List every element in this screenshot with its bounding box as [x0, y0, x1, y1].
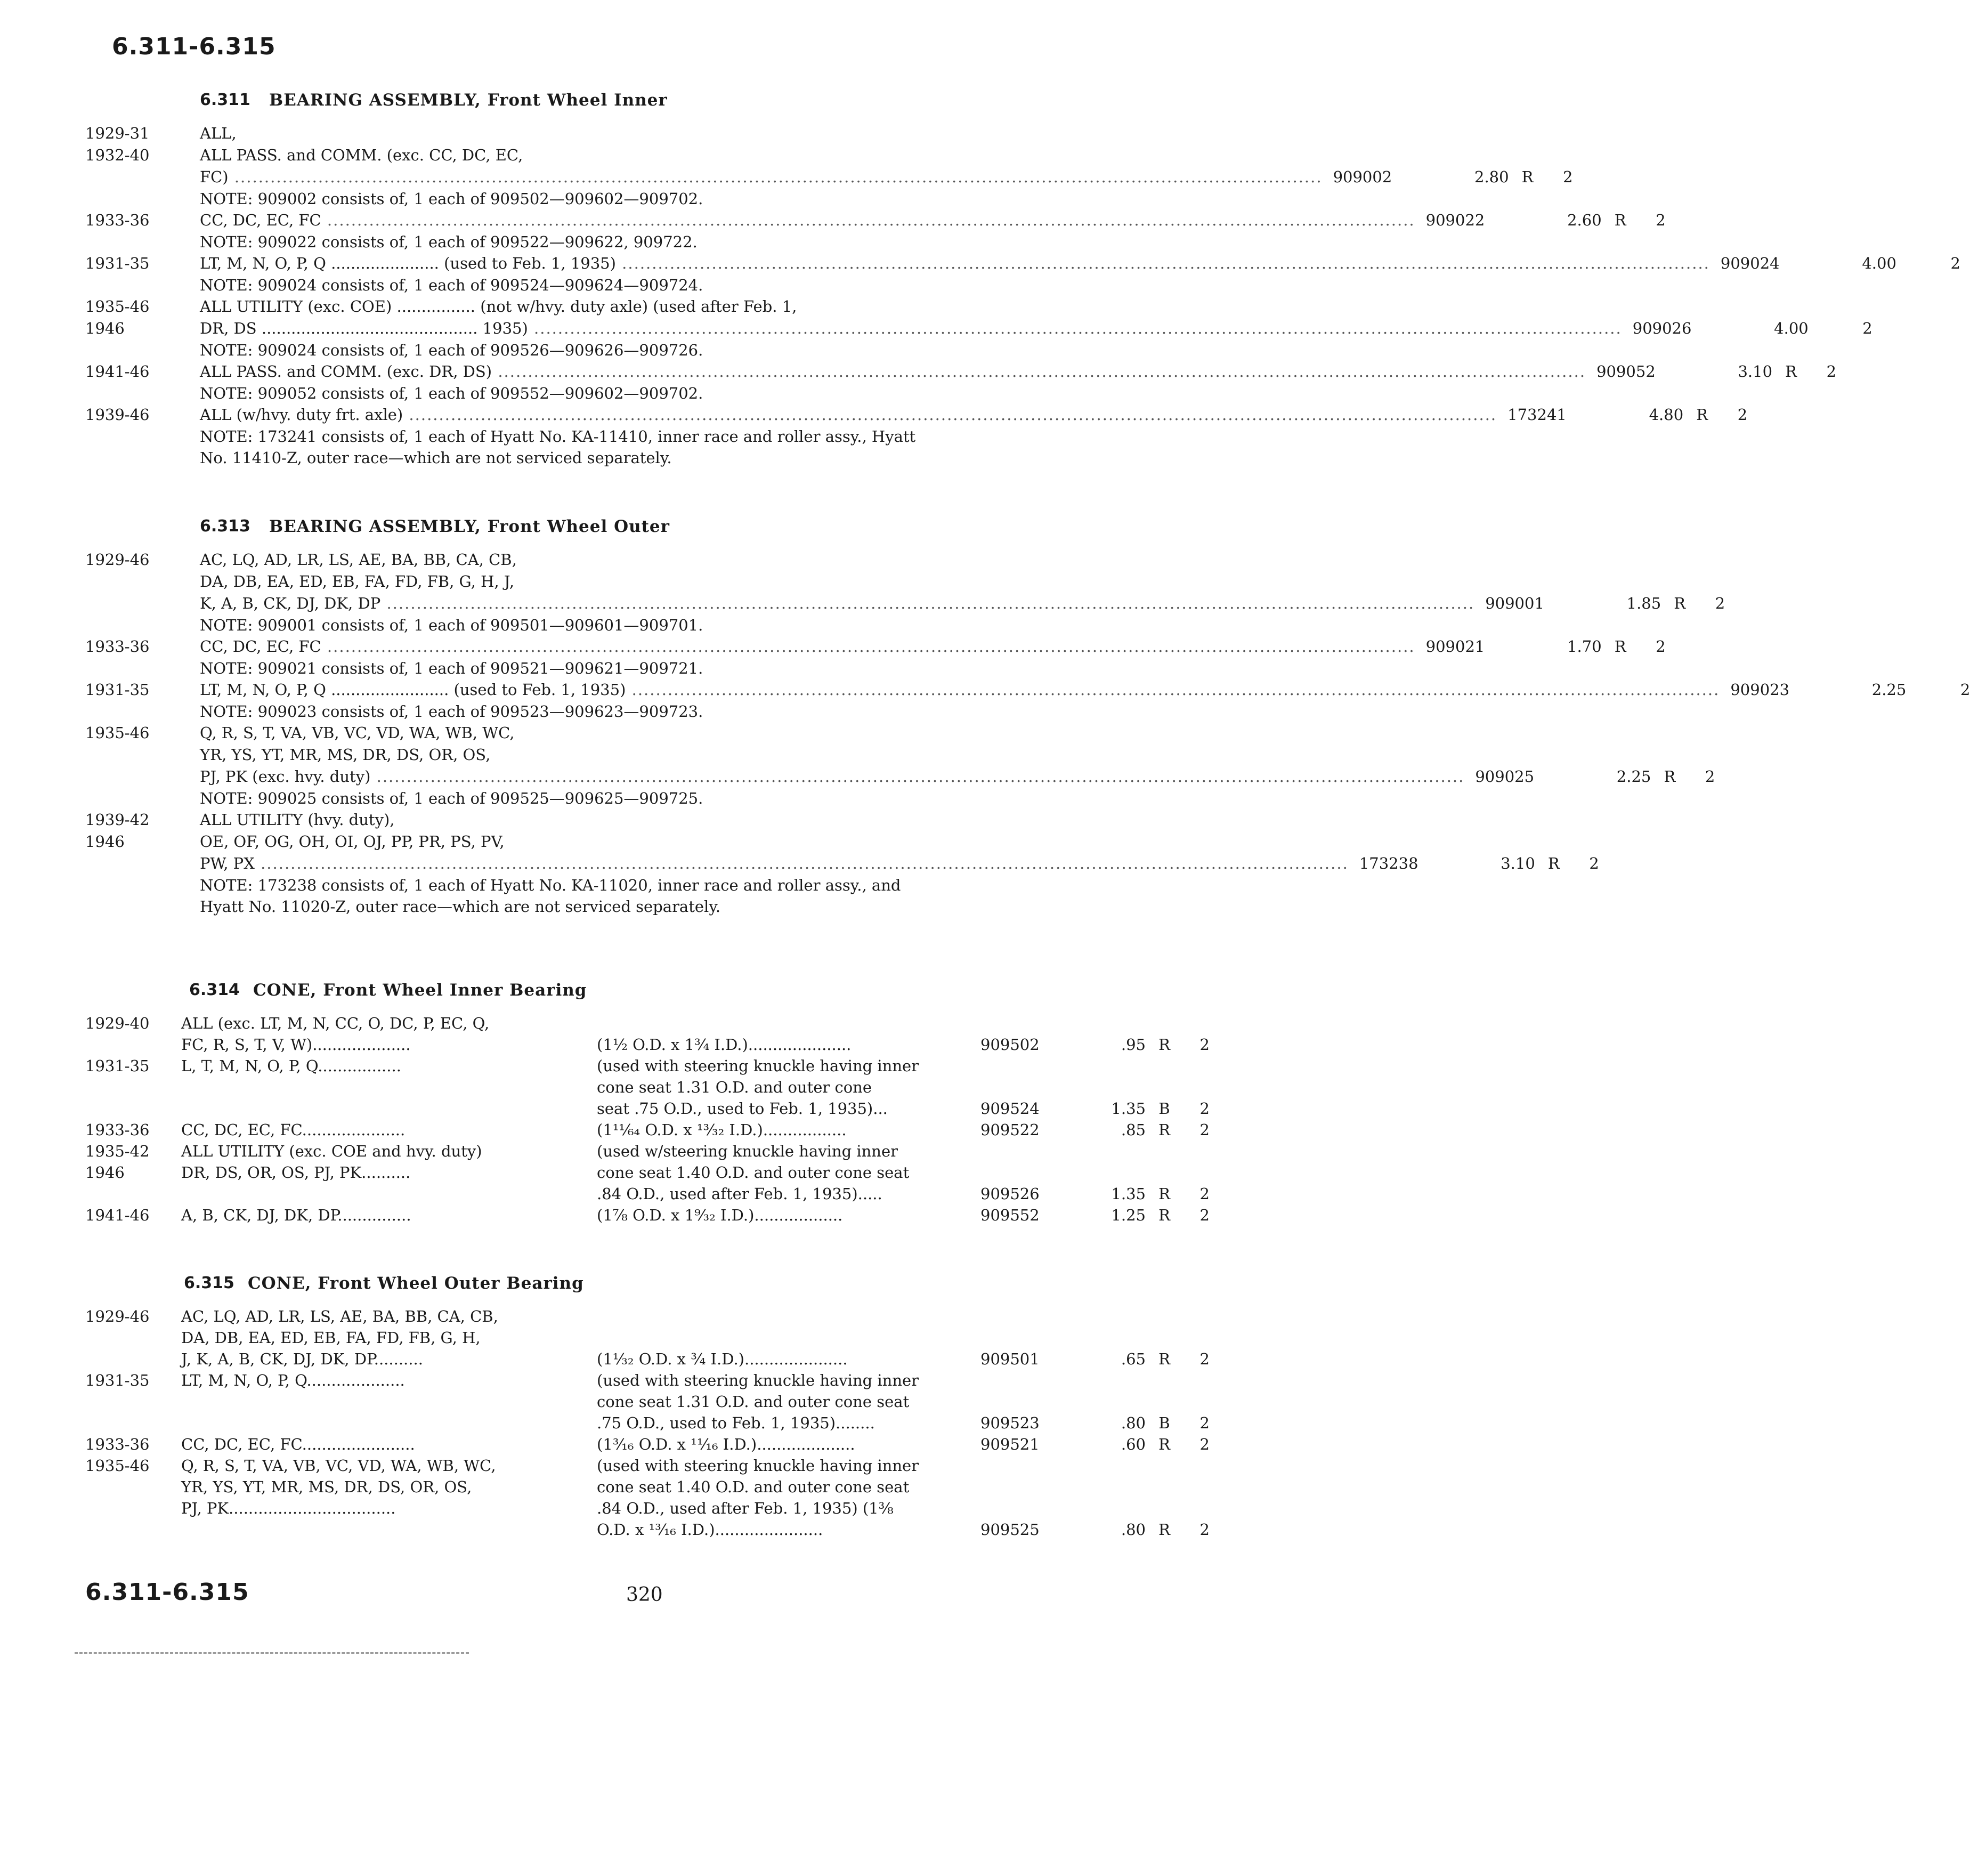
list-price: 1.35 [1111, 1185, 1146, 1203]
size-description: (1⅞ O.D. x 1⁹⁄₃₂ I.D.).................. [597, 1206, 843, 1224]
quantity: 2 [1705, 767, 1715, 786]
application-text: AC, LQ, AD, LR, LS, AE, BA, BB, CA, CB, DA, DB, EA, ED, EB, FA, FD, FB, G, H, J, [200, 551, 517, 591]
quantity: 2 [1950, 254, 1960, 272]
quantity: 2 [1826, 362, 1837, 381]
list-price: 2.25 [1871, 681, 1907, 699]
model-years: 1929-31 1932-40 [85, 124, 150, 164]
application-leader-line: LT, M, N, O, P, Q ........................ (used to Feb. 1, 1935) ..... [200, 679, 1720, 701]
size-description: (1³⁄₁₆ O.D. x ¹¹⁄₁₆ I.D.).................... [597, 1435, 855, 1453]
parts-entry [85, 636, 1666, 658]
part-number: 909023 [1730, 681, 1790, 699]
list-price: 1.25 [1111, 1206, 1146, 1224]
section-code: 6.313 [200, 517, 250, 536]
part-number: 909501 [980, 1350, 1040, 1368]
page-number: 320 [626, 1584, 663, 1606]
quantity: 2 [1737, 406, 1748, 424]
class-code: R [1614, 637, 1626, 656]
part-number: 909024 [1720, 254, 1780, 272]
application-models: A, B, CK, DJ, DK, DP............... [181, 1206, 411, 1224]
model-years: 1935-42 1946 [85, 1142, 150, 1182]
size-description: (used with steering knuckle having inner cone seat 1.31 O.D. and outer cone seat .75 O.D., used to Feb. 1, 1935)... [597, 1057, 919, 1118]
application-leader-line: CC, DC, EC, FC ..... [200, 209, 1415, 231]
class-code: R [1674, 594, 1686, 612]
list-price: 2.60 [1567, 211, 1602, 229]
class-code: R [1158, 1185, 1170, 1203]
entry-note: NOTE: 909024 consists of, 1 each of 909526—909626—909726. [200, 341, 703, 359]
list-price: .95 [1121, 1036, 1146, 1054]
quantity: 2 [1199, 1435, 1210, 1453]
section-code: 6.315 [184, 1274, 234, 1292]
quantity: 2 [1960, 681, 1970, 699]
application-description [200, 123, 1323, 188]
list-price: 3.10 [1738, 362, 1773, 381]
section-6-314 [85, 981, 1210, 1226]
section-code: 6.311 [200, 91, 250, 109]
section-title: CONE, Front Wheel Inner Bearing [253, 981, 587, 1000]
list-price: .80 [1121, 1414, 1146, 1432]
section-title: BEARING ASSEMBLY, Front Wheel Outer [269, 517, 670, 536]
parts-entry [85, 1204, 1210, 1226]
model-years: 1935-46 [85, 1457, 150, 1475]
model-years: 1941-46 [85, 1206, 150, 1224]
parts-entry [85, 722, 1715, 788]
list-price: 1.35 [1111, 1099, 1146, 1118]
application-description [200, 253, 1710, 274]
quantity: 2 [1199, 1414, 1210, 1432]
list-price: 1.85 [1626, 594, 1661, 612]
class-code: R [1547, 854, 1560, 872]
size-description: (1¹¹⁄₆₄ O.D. x ¹³⁄₃₂ I.D.)................. [597, 1121, 847, 1139]
page-range-header: 6.311-6.315 [112, 33, 276, 60]
model-years: 1931-35 [85, 1057, 150, 1075]
parts-entry [85, 296, 1872, 339]
model-years: 1939-42 1946 [85, 811, 150, 851]
quantity: 2 [1656, 637, 1666, 656]
parts-entry [85, 361, 1837, 383]
part-number: 909025 [1475, 767, 1535, 786]
application-models: CC, DC, EC, FC..................... [181, 1121, 406, 1139]
class-code: B [1158, 1414, 1170, 1432]
parts-entry [85, 1013, 1204, 1034]
part-number: 909523 [980, 1414, 1040, 1432]
part-number: 909002 [1333, 168, 1392, 186]
application-leader-line: ALL (w/hvy. duty frt. axle) ..... [200, 404, 1497, 426]
quantity: 2 [1589, 854, 1599, 872]
application-models: CC, DC, EC, FC....................... [181, 1435, 415, 1453]
entry-note: NOTE: 909001 consists of, 1 each of 909501—909601—909701. [200, 616, 703, 634]
entry-note: NOTE: 909021 consists of, 1 each of 909521—909621—909721. [200, 659, 703, 677]
section-6-311 [85, 91, 1960, 468]
parts-entry [85, 1141, 1210, 1204]
application-description [200, 296, 1622, 339]
part-number: 909502 [980, 1036, 1040, 1054]
page-range-footer: 6.311-6.315 [85, 1579, 249, 1606]
part-number: 909001 [1485, 594, 1544, 612]
parts-entry [85, 1434, 1210, 1455]
quantity: 2 [1656, 211, 1666, 229]
class-code: R [1664, 767, 1676, 786]
part-number: 909524 [980, 1099, 1040, 1118]
entry-note: NOTE: 173241 consists of, 1 each of Hyatt No. KA-11410, inner race and roller assy., Hyatt No. 11410-Z, outer race—which are not serviced separately. [200, 427, 916, 467]
parts-entry [85, 1370, 1210, 1434]
list-price: 4.00 [1862, 254, 1896, 272]
entry-note: NOTE: 909002 consists of, 1 each of 909502—909602—909702. [200, 190, 703, 208]
model-years: 1931-35 [85, 254, 150, 272]
class-code: R [1785, 362, 1797, 381]
class-code: R [1158, 1206, 1170, 1224]
quantity: 2 [1563, 168, 1573, 186]
parts-entry [85, 1034, 1210, 1055]
part-number: 909021 [1425, 637, 1485, 656]
class-code: R [1696, 406, 1708, 424]
model-years: 1929-46 [85, 1307, 150, 1325]
model-years: 1929-40 [85, 1014, 150, 1032]
application-leader-line: PJ, PK (exc. hvy. duty) ..... [200, 766, 1464, 788]
part-number: 173241 [1507, 406, 1567, 424]
list-price: 4.80 [1649, 406, 1684, 424]
application-leader-line: LT, M, N, O, P, Q ...................... (used to Feb. 1, 1935) ..... [200, 253, 1710, 274]
list-price: 3.10 [1501, 854, 1535, 872]
application-models: LT, M, N, O, P, Q.................... [181, 1371, 405, 1389]
model-years: 1933-36 [85, 211, 150, 229]
size-description: (used with steering knuckle having inner cone seat 1.40 O.D. and outer cone seat .84 O.D., used after Feb. 1, 1935) (1⅜ O.D. x ¹³⁄₁₆ I.D.)...................... [597, 1457, 919, 1539]
quantity: 2 [1199, 1185, 1210, 1203]
list-price: 1.70 [1567, 637, 1602, 656]
part-number: 173238 [1359, 854, 1418, 872]
parts-entry [85, 1306, 1210, 1370]
application-description [200, 361, 1586, 383]
section-heading [85, 1274, 1204, 1300]
scan-artifact-line [75, 1652, 469, 1654]
class-code: R [1521, 168, 1534, 186]
application-description [200, 679, 1720, 701]
application-description [200, 549, 1474, 614]
list-price: 2.25 [1616, 767, 1651, 786]
section-title: BEARING ASSEMBLY, Front Wheel Inner [269, 91, 668, 110]
model-years: 1935-46 1946 [85, 297, 150, 337]
application-leader-line: FC) ..... [200, 166, 1323, 188]
application-models: ALL (exc. LT, M, N, CC, O, DC, P, EC, Q, [181, 1014, 490, 1032]
quantity: 2 [1199, 1521, 1210, 1539]
application-description [200, 209, 1415, 231]
part-number: 909026 [1632, 319, 1692, 337]
list-price: 4.00 [1774, 319, 1809, 337]
parts-entry [85, 809, 1599, 875]
application-leader-line: ALL PASS. and COMM. (exc. DR, DS) ..... [200, 361, 1586, 383]
quantity: 2 [1199, 1036, 1210, 1054]
entry-note: NOTE: 909023 consists of, 1 each of 909523—909623—909723. [200, 702, 703, 721]
part-number: 909522 [980, 1121, 1040, 1139]
class-code: R [1158, 1350, 1170, 1368]
parts-entry [85, 209, 1666, 231]
application-text: ALL, ALL PASS. and COMM. (exc. CC, DC, EC, [200, 124, 523, 164]
class-code: B [1158, 1099, 1170, 1118]
parts-entry [85, 549, 1725, 614]
parts-entry [85, 1055, 1210, 1119]
section-heading [85, 517, 1204, 544]
parts-entry [85, 253, 1960, 274]
list-price: .80 [1121, 1521, 1146, 1539]
part-number: 909521 [980, 1435, 1040, 1453]
parts-entry [85, 123, 1573, 188]
parts-entry [85, 1455, 1210, 1540]
part-number: 909052 [1596, 362, 1656, 381]
size-description: (used with steering knuckle having inner cone seat 1.31 O.D. and outer cone seat .75 O.D., used to Feb. 1, 1935)........ [597, 1371, 919, 1432]
part-number: 909526 [980, 1185, 1040, 1203]
entry-note: NOTE: 909052 consists of, 1 each of 909552—909602—909702. [200, 384, 703, 402]
quantity: 2 [1199, 1121, 1210, 1139]
application-text: ALL UTILITY (hvy. duty), OE, OF, OG, OH, OI, OJ, PP, PR, PS, PV, [200, 811, 505, 851]
section-code: 6.314 [189, 981, 240, 999]
part-number: 909525 [980, 1521, 1040, 1539]
list-price: .85 [1121, 1121, 1146, 1139]
application-description [200, 404, 1497, 426]
part-number: 909022 [1425, 211, 1485, 229]
class-code: R [1158, 1435, 1170, 1453]
model-years: 1935-46 [85, 724, 150, 742]
quantity: 2 [1199, 1206, 1210, 1224]
model-years: 1941-46 [85, 362, 150, 381]
class-code: R [1158, 1036, 1170, 1054]
section-heading [85, 981, 1204, 1007]
entry-note: NOTE: 909025 consists of, 1 each of 909525—909625—909725. [200, 789, 703, 807]
class-code: R [1614, 211, 1626, 229]
entry-note: NOTE: 909022 consists of, 1 each of 909522—909622, 909722. [200, 233, 698, 251]
model-years: 1931-35 [85, 681, 150, 699]
application-models: Q, R, S, T, VA, VB, VC, VD, WA, WB, WC, YR, YS, YT, MR, MS, DR, DS, OR, OS, PJ, PK.................................. [181, 1457, 496, 1517]
section-6-313 [85, 517, 1970, 917]
quantity: 2 [1862, 319, 1872, 337]
quantity: 2 [1199, 1350, 1210, 1368]
parts-entry [85, 404, 1748, 426]
application-models: FC, R, S, T, V, W).................... [181, 1036, 411, 1054]
list-price: .60 [1121, 1435, 1146, 1453]
model-years: 1933-36 [85, 1121, 150, 1139]
application-models: AC, LQ, AD, LR, LS, AE, BA, BB, CA, CB, DA, DB, EA, ED, EB, FA, FD, FB, G, H, J, K, A, B, CK, DJ, DK, DP.......... [181, 1307, 498, 1368]
application-text: Q, R, S, T, VA, VB, VC, VD, WA, WB, WC, YR, YS, YT, MR, MS, DR, DS, OR, OS, [200, 724, 515, 764]
application-description [200, 809, 1349, 875]
model-years: 1931-35 [85, 1371, 150, 1389]
section-6-315 [85, 1274, 1210, 1540]
application-description [200, 636, 1415, 658]
section-title: CONE, Front Wheel Outer Bearing [248, 1274, 584, 1293]
class-code: R [1158, 1521, 1170, 1539]
model-years: 1933-36 [85, 637, 150, 656]
application-description [200, 722, 1464, 788]
parts-entry [85, 679, 1970, 701]
entry-note: NOTE: 909024 consists of, 1 each of 909524—909624—909724. [200, 276, 703, 294]
quantity: 2 [1199, 1099, 1210, 1118]
size-description: (used w/steering knuckle having inner cone seat 1.40 O.D. and outer cone seat .84 O.D., used after Feb. 1, 1935)..... [597, 1142, 910, 1203]
list-price: .65 [1121, 1350, 1146, 1368]
model-years: 1939-46 [85, 406, 150, 424]
size-description: (1¹⁄₃₂ O.D. x ¾ I.D.)..................... [597, 1350, 848, 1368]
application-leader-line: K, A, B, CK, DJ, DK, DP ..... [200, 593, 1474, 614]
class-code: R [1158, 1121, 1170, 1139]
application-leader-line: DR, DS ............................................ 1935) ..... [200, 318, 1622, 339]
application-leader-line: PW, PX ..... [200, 853, 1349, 875]
entry-note: NOTE: 173238 consists of, 1 each of Hyatt No. KA-11020, inner race and roller assy., and Hyatt No. 11020-Z, outer race—which are not serviced separately. [200, 876, 901, 916]
size-description: (1½ O.D. x 1¾ I.D.)..................... [597, 1036, 852, 1054]
application-leader-line: CC, DC, EC, FC ..... [200, 636, 1415, 658]
section-heading [85, 91, 1204, 117]
list-price: 2.80 [1474, 168, 1509, 186]
parts-entry [85, 1119, 1210, 1141]
part-number: 909552 [980, 1206, 1040, 1224]
application-text: ALL UTILITY (exc. COE) ................ (not w/hvy. duty axle) (used after Feb. 1, [200, 297, 797, 316]
quantity: 2 [1715, 594, 1725, 612]
application-models: L, T, M, N, O, P, Q................. [181, 1057, 401, 1075]
application-models: ALL UTILITY (exc. COE and hvy. duty) DR, DS, OR, OS, PJ, PK.......... [181, 1142, 482, 1182]
model-years: 1933-36 [85, 1435, 150, 1453]
model-years: 1929-46 [85, 551, 150, 569]
